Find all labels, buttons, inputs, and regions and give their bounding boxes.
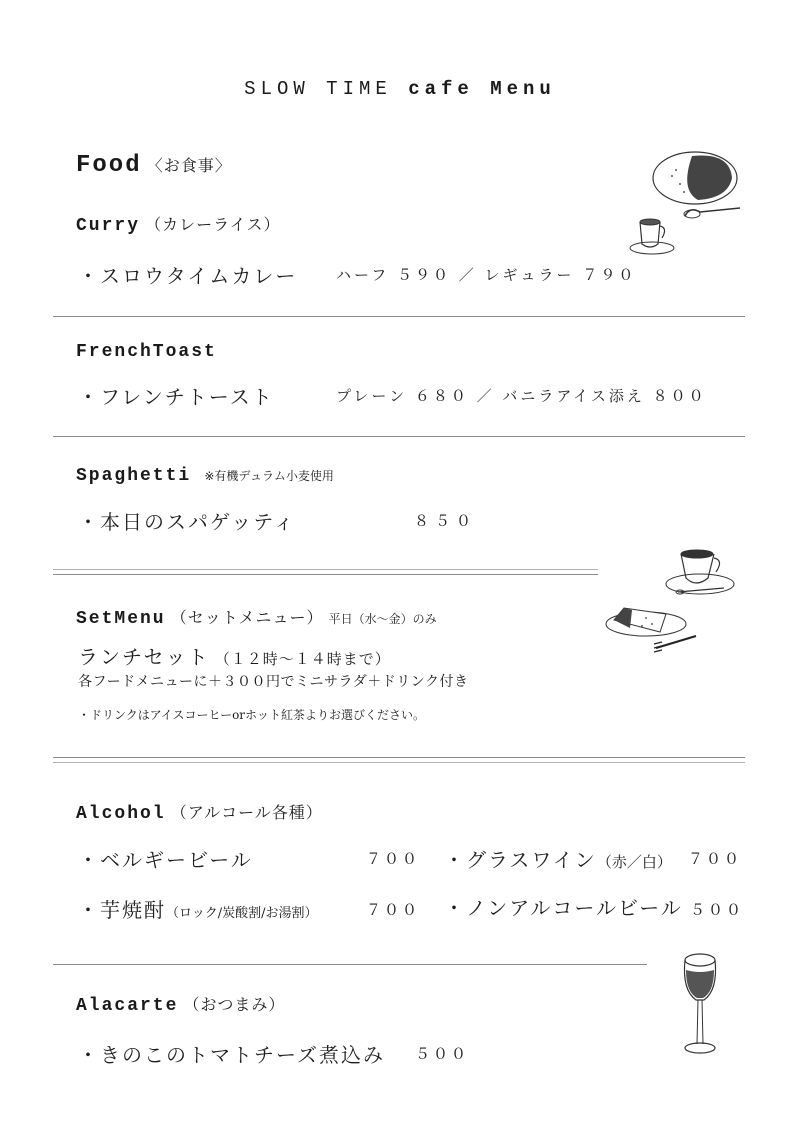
setmenu-heading-jp: （セットメニュー）	[170, 608, 324, 627]
coffee-toast-icon	[596, 540, 736, 665]
food-heading	[76, 152, 232, 179]
double-divider-top	[53, 569, 598, 570]
lunch-set-title: ランチセット	[78, 645, 210, 669]
frenchtoast-price: プレーン ６８０ ／ バニラアイス添え ８００	[336, 387, 707, 405]
divider	[53, 436, 745, 437]
lunch-set-hours: （１２時～１４時まで）	[214, 650, 391, 668]
alcohol-price-1: ７００	[688, 850, 743, 868]
alcohol-item-2-name: ・芋焼酎	[78, 898, 166, 922]
wine-glass-icon	[670, 940, 730, 1060]
menu-title	[0, 78, 800, 100]
alacarte-price: ５００	[415, 1045, 470, 1063]
alacarte-item: ・きのこのトマトチーズ煮込み	[78, 1043, 385, 1067]
double-divider-top	[53, 757, 745, 758]
setmenu-drink-note: ・ドリンクはアイスコーヒーorホット紅茶よりお選びください。	[78, 708, 426, 722]
title-text-bold: cafe Menu	[408, 78, 556, 100]
alcohol-heading-en: Alcohol	[76, 804, 166, 824]
double-divider-bottom	[53, 574, 598, 575]
alcohol-item-1-name: ・グラスワイン	[444, 848, 597, 872]
alcohol-item-1-detail: （赤／白）	[596, 853, 672, 871]
alcohol-item-3: ・ノンアルコールビール	[444, 896, 683, 920]
alcohol-price-2: ７００	[366, 901, 421, 919]
alacarte-heading-jp: （おつまみ）	[183, 995, 286, 1014]
spaghetti-heading	[76, 465, 334, 486]
divider	[53, 316, 745, 317]
alacarte-heading	[76, 992, 285, 1016]
curry-price: ハーフ ５９０ ／ レギュラー ７９０	[336, 266, 637, 284]
frenchtoast-item: ・フレンチトースト	[78, 385, 274, 409]
setmenu-heading-en: SetMenu	[76, 609, 166, 629]
spaghetti-heading-en: Spaghetti	[76, 466, 192, 486]
frenchtoast-heading: FrenchToast	[76, 342, 217, 362]
spaghetti-price: ８５０	[414, 512, 478, 530]
food-heading-en: Food	[76, 152, 142, 179]
divider	[53, 964, 647, 965]
curry-heading	[76, 212, 280, 236]
curry-item: ・スロウタイムカレー	[78, 264, 298, 288]
lunch-set	[78, 641, 391, 670]
curry-heading-jp: （カレーライス）	[145, 215, 281, 234]
title-text: SLOW TIME	[244, 78, 409, 100]
alcohol-price-0: ７００	[366, 850, 421, 868]
curry-heading-en: Curry	[76, 216, 141, 236]
curry-plate-icon	[600, 140, 760, 260]
alcohol-price-3: ５００	[690, 901, 745, 919]
setmenu-availability: 平日（水～金）のみ	[328, 612, 437, 626]
alcohol-item-0: ・ベルギービール	[78, 848, 253, 872]
food-heading-jp: 〈お食事〉	[146, 156, 232, 175]
alcohol-item-1	[444, 844, 672, 873]
setmenu-description: 各フードメニューに＋３００円でミニサラダ＋ドリンク付き	[78, 674, 469, 690]
spaghetti-item: ・本日のスパゲッティ	[78, 510, 296, 534]
spaghetti-note: ※有機デュラム小麦使用	[204, 469, 334, 483]
setmenu-heading	[76, 605, 437, 629]
alcohol-item-2-detail: （ロック/炭酸割/お湯割）	[166, 906, 318, 921]
alacarte-heading-en: Alacarte	[76, 996, 179, 1016]
double-divider-bottom	[53, 762, 745, 763]
alcohol-heading-jp: （アルコール各種）	[170, 803, 323, 822]
alcohol-item-2	[78, 894, 318, 923]
alcohol-heading	[76, 800, 323, 824]
